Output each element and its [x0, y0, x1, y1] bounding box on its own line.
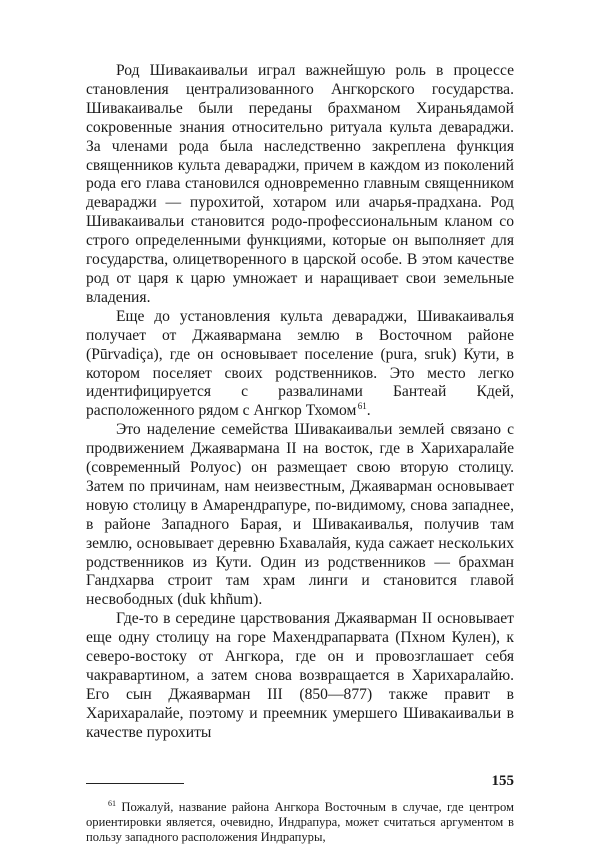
paragraph-4 — [86, 610, 514, 742]
paragraph-1 — [86, 62, 514, 308]
paragraph-1-text: Род Шивакаивальи играл важнейшую роль в процессе становления централизованного Ангкорского государства. Шивакаивалье были переданы брахманом Хираньядамой сокровенные знания относительно ритуала культа девараджи. За членами рода была наследственно закреплена функция священников культа девараджи, причем в каждом из поколений рода его глава становился одновременно главным священником девараджи — пурохитой, хотаром или ачарья-прадхана. Род Шивакаивальи становится родо-профессиональным кланом со строго определенными функциями, которые он выполняет для государства, олицетворенного в царской особе. В этом качестве род от царя к царю умножает и наращивает свои земельные владения. — [86, 62, 514, 306]
footnote-reference-61[interactable]: 61 — [357, 401, 367, 412]
footnote-divider — [86, 783, 184, 784]
paragraph-2: Еще до установления культа девараджи, Шивакаивалья получает от Джаявармана землю в Восточном районе (Pūrvadiça), где он основывает поселение (pura, sruk) Кути, в котором поселяет своих родственников. Это место легко идентифицируется с развалинами Бантеай Кдей, расположенного рядом с Ангкор Тхомом $^{61}$. — [86, 307, 514, 420]
paragraph-4-text: Где-то в середине царствования Джаяварман II основывает еще одну столицу на горе Махендрапарвата (Пхном Кулен), к северо-востоку от Ангкора, где он и провозглашает себя чакравартином, а затем снова возвращается в Харихаралайю. Его сын Джаяварман III (850—877) также правит в Харихаралайе, поэтому и преемник умершего Шивакаивальи в качестве пурохиты — [86, 610, 514, 741]
paragraph-2-text: Еще до установления культа девараджи, Шивакаивалья получает от Джаявармана землю в Восточном районе (Pūrvadiça), где он основывает поселение (pura, sruk) Кути, в котором поселяет своих родственников. Это место легко идентифицируется с развалинами Бантеай Кдей, расположенного рядом с Ангкор Тхомом — [86, 307, 514, 420]
footnote-marker: 61 — [108, 798, 116, 808]
page-number: 155 — [491, 773, 514, 789]
paragraph-3 — [86, 421, 514, 610]
paragraph-3-text: Это наделение семейства Шивакаивальи землей связано с продвижением Джаявармана II на восток, где в Харихаралайе (современный Ролуос) он размещает свою вторую столицу. Затем по причинам, нам неизвестным, Джаяварман основывает новую столицу в Амарендрапуре, по-видимому, снова западнее, в районе Западного Барая, и Шивакаивалья, получив там землю, основывает деревню Бхавалайя, куда сажает нескольких родственников из Кути. Один из родственников — брахман Гандхарва строит там храм линги и становится главой несвободных (duk khñum). — [86, 421, 514, 609]
footnote-text: Пожалуй, название района Ангкора Восточным в случае, где центром ориентировки является, очевидно, Индрапура, может считаться аргументом в пользу западного расположения Индрапуры, — [86, 799, 514, 844]
footnote-61 — [86, 800, 514, 845]
